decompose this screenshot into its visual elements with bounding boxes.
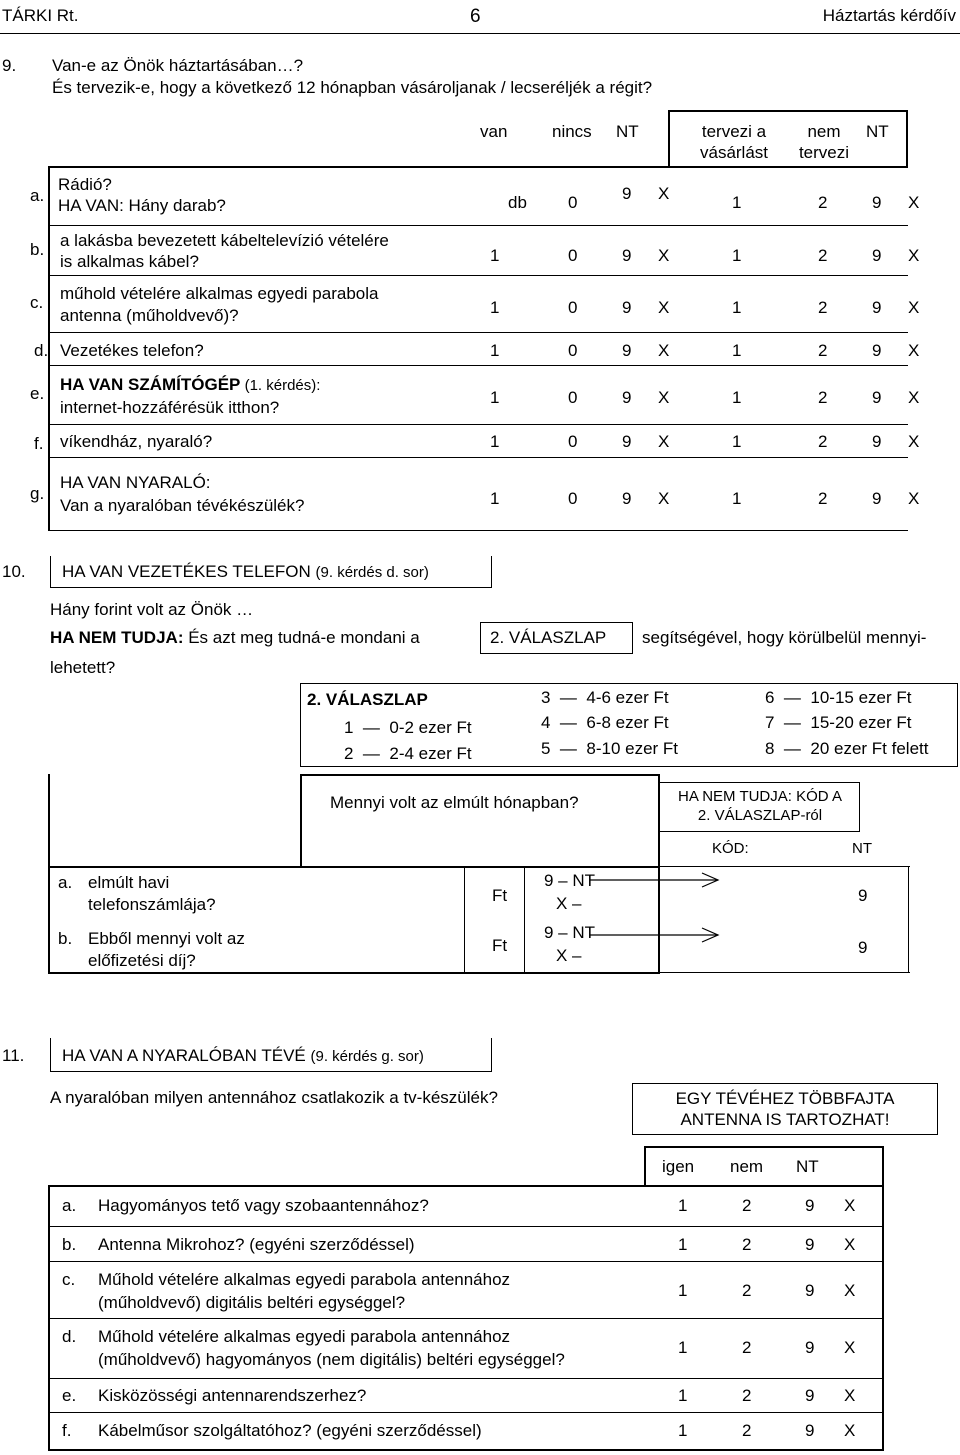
q10-text3: segítségével, hogy körülbelül mennyi- bbox=[642, 628, 927, 647]
card-item: 6 — 10-15 ezer Ft bbox=[765, 688, 912, 707]
code[interactable]: X bbox=[844, 1421, 856, 1440]
row-letter: d. bbox=[34, 341, 49, 360]
row-text: a lakásba bevezetett kábeltelevízió vételére bbox=[60, 231, 389, 250]
code[interactable]: 0 bbox=[568, 388, 578, 407]
q10-text2: HA NEM TUDJA: És azt meg tudná-e mondani a bbox=[50, 628, 420, 647]
row-letter: c. bbox=[30, 293, 44, 312]
code[interactable]: 9 bbox=[805, 1421, 815, 1440]
card-item: 3 — 4-6 ezer Ft bbox=[541, 688, 669, 707]
code[interactable]: 1 bbox=[490, 246, 500, 265]
row-letter: a. bbox=[62, 1196, 77, 1215]
row-text: Antenna Mikrohoz? (egyéni szerződéssel) bbox=[98, 1235, 415, 1254]
item-letter: b. bbox=[58, 929, 73, 948]
code[interactable]: X bbox=[658, 432, 670, 451]
code[interactable]: 9 bbox=[872, 193, 882, 212]
row-text: Műhold vételére alkalmas egyedi parabola antennához bbox=[98, 1327, 511, 1346]
row-text: Műhold vételére alkalmas egyedi parabola antennához bbox=[98, 1270, 511, 1289]
code[interactable]: X bbox=[658, 246, 670, 265]
code[interactable]: 9 bbox=[622, 298, 632, 317]
col-nt-1: NT bbox=[616, 122, 639, 141]
row-text: (műholdvevő) digitális beltéri egységgel? bbox=[98, 1293, 406, 1312]
item-text: előfizetési díj? bbox=[88, 951, 196, 970]
row-text: Kisközösségi antennarendszerhez? bbox=[98, 1386, 367, 1405]
row-text: Hagyományos tető vagy szobaantennához? bbox=[98, 1196, 429, 1215]
code[interactable]: 9 bbox=[622, 432, 632, 451]
row-letter: e. bbox=[62, 1386, 77, 1405]
row-text: HA VAN: Hány darab? bbox=[58, 196, 226, 215]
code[interactable]: 9 bbox=[872, 388, 882, 407]
row-letter: b. bbox=[62, 1235, 77, 1254]
row-letter: b. bbox=[30, 240, 45, 259]
code[interactable]: 9 bbox=[622, 246, 632, 265]
card-item: 5 — 8-10 ezer Ft bbox=[541, 739, 679, 758]
code[interactable]: 1 bbox=[678, 1196, 688, 1215]
code[interactable]: X bbox=[844, 1196, 856, 1215]
code[interactable]: X bbox=[844, 1386, 856, 1405]
code[interactable]: 9 bbox=[622, 388, 632, 407]
code[interactable]: 1 bbox=[490, 298, 500, 317]
code[interactable]: 9 bbox=[805, 1386, 815, 1405]
row-text: internet-hozzáférésük itthon? bbox=[60, 398, 280, 417]
item-text: telefonszámlája? bbox=[88, 895, 216, 914]
q10-text1: Hány forint volt az Önök … bbox=[50, 600, 254, 619]
code[interactable]: X bbox=[658, 184, 670, 203]
q10-filter: HA VAN VEZETÉKES TELEFON (9. kérdés d. sor) bbox=[62, 562, 429, 581]
code[interactable]: 9 bbox=[622, 341, 632, 360]
x-option[interactable]: X – bbox=[556, 946, 582, 965]
code[interactable]: X bbox=[908, 246, 920, 265]
code[interactable]: 1 bbox=[490, 432, 500, 451]
code-value[interactable]: 9 bbox=[858, 938, 868, 957]
item-letter: a. bbox=[58, 873, 73, 892]
code-note: HA NEM TUDJA: KÓD A bbox=[678, 788, 842, 805]
q9-line1: Van-e az Önök háztartásában…? bbox=[52, 56, 304, 75]
code[interactable]: 9 bbox=[872, 341, 882, 360]
q11-question: A nyaralóban milyen antennához csatlakozik a tv-készülék? bbox=[50, 1088, 498, 1107]
code[interactable]: X bbox=[908, 432, 920, 451]
row-text: Rádió? bbox=[58, 175, 112, 194]
code[interactable]: 2 bbox=[742, 1386, 752, 1405]
code[interactable]: 1 bbox=[732, 298, 742, 317]
col-van: van bbox=[480, 122, 508, 141]
code[interactable]: 9 bbox=[872, 489, 882, 508]
nt-label: NT bbox=[852, 840, 872, 857]
col-vasarlast: vásárlást bbox=[699, 143, 769, 162]
card-item: 4 — 6-8 ezer Ft bbox=[541, 713, 669, 732]
code[interactable]: 9 bbox=[805, 1338, 815, 1357]
item-text: elmúlt havi bbox=[88, 873, 170, 892]
col-nt: NT bbox=[796, 1157, 819, 1176]
unit-label: Ft bbox=[492, 886, 508, 905]
code[interactable]: 1 bbox=[732, 388, 742, 407]
code[interactable]: X bbox=[658, 341, 670, 360]
code[interactable]: X bbox=[658, 298, 670, 317]
code[interactable]: 2 bbox=[742, 1196, 752, 1215]
code[interactable]: 1 bbox=[678, 1338, 688, 1357]
kod-label: KÓD: bbox=[712, 840, 749, 857]
row-text: HA VAN NYARALÓ: bbox=[60, 473, 211, 492]
code[interactable]: 0 bbox=[568, 298, 578, 317]
code[interactable]: X bbox=[908, 388, 920, 407]
code[interactable]: 2 bbox=[742, 1338, 752, 1357]
month-question: Mennyi volt az elmúlt hónapban? bbox=[330, 793, 579, 812]
code[interactable]: 2 bbox=[818, 432, 828, 451]
item-text: Ebből mennyi volt az bbox=[88, 929, 245, 948]
code[interactable]: 9 bbox=[872, 246, 882, 265]
row-text: víkendház, nyaraló? bbox=[60, 432, 213, 451]
q11-note: ANTENNA IS TARTOZHAT! bbox=[680, 1110, 890, 1129]
nt-option[interactable]: 9 – NT bbox=[544, 871, 596, 890]
code[interactable]: 9 bbox=[872, 432, 882, 451]
code[interactable]: 9 bbox=[622, 184, 632, 203]
code[interactable]: 1 bbox=[678, 1421, 688, 1440]
row-text: (műholdvevő) hagyományos (nem digitális) beltéri egységgel? bbox=[98, 1350, 565, 1369]
col-igen: igen bbox=[662, 1157, 695, 1176]
row-letter: e. bbox=[30, 384, 45, 403]
q11-filter: HA VAN A NYARALÓBAN TÉVÉ (9. kérdés g. sor) bbox=[62, 1046, 424, 1065]
code[interactable]: 0 bbox=[568, 489, 578, 508]
code[interactable]: X bbox=[658, 388, 670, 407]
code[interactable]: 1 bbox=[732, 489, 742, 508]
code[interactable]: 2 bbox=[818, 388, 828, 407]
code[interactable]: 2 bbox=[818, 193, 828, 212]
row-letter: g. bbox=[30, 484, 45, 503]
code[interactable]: 1 bbox=[678, 1235, 688, 1254]
row-letter: f. bbox=[34, 434, 44, 453]
code[interactable]: 1 bbox=[732, 246, 742, 265]
code[interactable]: X bbox=[908, 489, 920, 508]
code[interactable]: 0 bbox=[568, 341, 578, 360]
x-option[interactable]: X – bbox=[556, 894, 582, 913]
page-number: 6 bbox=[470, 6, 481, 27]
card-item: 7 — 15-20 ezer Ft bbox=[765, 713, 912, 732]
code[interactable]: 1 bbox=[490, 341, 500, 360]
row-text: is alkalmas kábel? bbox=[60, 252, 199, 271]
code[interactable]: 1 bbox=[678, 1281, 688, 1300]
code[interactable]: 9 bbox=[805, 1235, 815, 1254]
q10-text4: lehetett? bbox=[50, 658, 116, 677]
code[interactable]: 2 bbox=[742, 1281, 752, 1300]
code[interactable]: X bbox=[908, 341, 920, 360]
row-letter: f. bbox=[62, 1421, 72, 1440]
code[interactable]: 1 bbox=[490, 489, 500, 508]
row-text: műhold vételére alkalmas egyedi parabola bbox=[60, 284, 379, 303]
code[interactable]: X bbox=[844, 1235, 856, 1254]
col-nem: nem bbox=[807, 122, 841, 141]
row-letter: d. bbox=[62, 1327, 77, 1346]
card-title: 2. VÁLASZLAP bbox=[307, 690, 428, 709]
code[interactable]: 2 bbox=[818, 298, 828, 317]
code[interactable]: 9 bbox=[805, 1281, 815, 1300]
card-label: 2. VÁLASZLAP bbox=[490, 628, 607, 647]
header-right: Háztartás kérdőív bbox=[822, 6, 956, 25]
q9-number: 9. bbox=[2, 56, 17, 75]
code: 0 bbox=[568, 193, 578, 212]
col-tervezi-a: tervezi a bbox=[701, 122, 767, 141]
code[interactable]: 1 bbox=[678, 1386, 688, 1405]
code[interactable]: 2 bbox=[818, 489, 828, 508]
q10-number: 10. bbox=[2, 562, 26, 581]
card-item: 2 — 2-4 ezer Ft bbox=[344, 744, 472, 763]
code[interactable]: 1 bbox=[732, 341, 742, 360]
col-nincs: nincs bbox=[552, 122, 592, 141]
code[interactable]: 2 bbox=[818, 246, 828, 265]
code[interactable]: 1 bbox=[732, 193, 742, 212]
row-text: Kábelműsor szolgáltatóhoz? (egyéni szerződéssel) bbox=[98, 1421, 482, 1440]
code[interactable]: 0 bbox=[568, 246, 578, 265]
code[interactable]: X bbox=[844, 1338, 856, 1357]
row-letter: a. bbox=[30, 186, 45, 205]
code[interactable]: 2 bbox=[818, 341, 828, 360]
row-text: antenna (műholdvevő)? bbox=[60, 306, 239, 325]
row-text: Vezetékes telefon? bbox=[60, 341, 204, 360]
card-item: 8 — 20 ezer Ft felett bbox=[765, 739, 929, 758]
code[interactable]: 1 bbox=[490, 388, 500, 407]
code[interactable]: 9 bbox=[872, 298, 882, 317]
row-text: HA VAN SZÁMÍTÓGÉP (1. kérdés): bbox=[60, 375, 321, 394]
code[interactable]: 2 bbox=[742, 1235, 752, 1254]
arrow-icons bbox=[590, 870, 730, 950]
code[interactable]: X bbox=[908, 193, 920, 212]
col-tervezi: tervezi bbox=[798, 143, 850, 162]
row-letter: c. bbox=[62, 1270, 76, 1289]
card-item: 1 — 0-2 ezer Ft bbox=[344, 718, 472, 737]
code-note: 2. VÁLASZLAP-ról bbox=[697, 807, 823, 824]
row-text: Van a nyaralóban tévékészülék? bbox=[60, 496, 305, 515]
q11-number: 11. bbox=[2, 1046, 25, 1065]
code[interactable]: 9 bbox=[622, 489, 632, 508]
q9-line2: És tervezik-e, hogy a következő 12 hónapban vásároljanak / lecseréljék a régit? bbox=[52, 78, 653, 97]
nt-option[interactable]: 9 – NT bbox=[544, 923, 596, 942]
col-nt-2: NT bbox=[866, 122, 889, 141]
code[interactable]: 0 bbox=[568, 432, 578, 451]
code[interactable]: X bbox=[844, 1281, 856, 1300]
code: db bbox=[508, 193, 527, 212]
code[interactable]: X bbox=[658, 489, 670, 508]
col-nem: nem bbox=[730, 1157, 764, 1176]
code[interactable]: 2 bbox=[742, 1421, 752, 1440]
code[interactable]: 9 bbox=[805, 1196, 815, 1215]
unit-label: Ft bbox=[492, 936, 508, 955]
code-value[interactable]: 9 bbox=[858, 886, 868, 905]
code[interactable]: 1 bbox=[732, 432, 742, 451]
header-left: TÁRKI Rt. bbox=[2, 6, 79, 25]
q11-note: EGY TÉVÉHEZ TÖBBFAJTA bbox=[675, 1089, 895, 1108]
code[interactable]: X bbox=[908, 298, 920, 317]
